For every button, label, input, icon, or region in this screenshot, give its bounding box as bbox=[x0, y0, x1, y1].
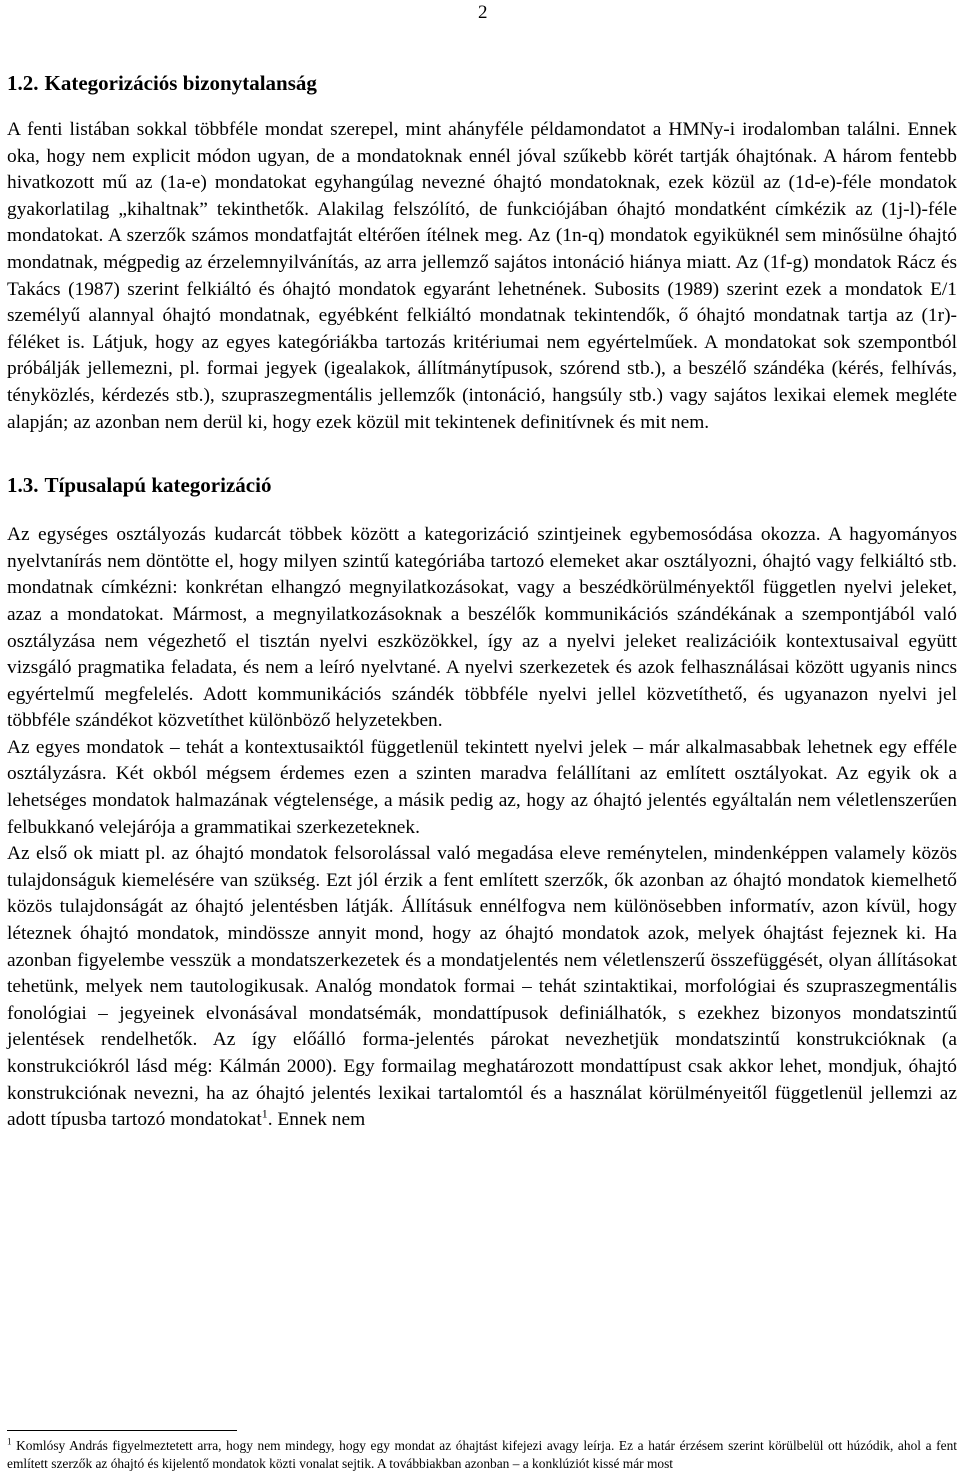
section-heading-1-2 bbox=[7, 68, 957, 98]
section-number: 1.3. bbox=[7, 473, 39, 498]
paragraph: Az egyes mondatok – tehát a kontextusaiktól függetlenül tekintett nyelvi jelek – már alkalmasabbak lehetnek egy efféle osztályzásra. Két okból mégsem érdemes ezen a szinten maradva felállítani az említett osztályokat. Az egyik ok a lehetséges mondatok halmazának végtelensége, a másik pedig az, hogy az óhajtó jelentés egyáltalán nem véletlenszerűen felbukkanó velejárója a grammatikai szerkezeteknek. bbox=[7, 736, 957, 838]
paragraph-with-footnote-ref bbox=[7, 841, 957, 1134]
section-title: Típusalapú kategorizáció bbox=[44, 473, 272, 498]
footnote-marker: 1 bbox=[7, 1436, 12, 1447]
document-body bbox=[7, 68, 957, 1134]
section-heading-1-3 bbox=[7, 470, 957, 500]
page-number: 2 bbox=[478, 2, 488, 23]
paragraph-text: Az első ok miatt pl. az óhajtó mondatok felsorolással való megadása eleve reménytelen, mindenképpen valamely közös tulajdonságuk kiemelésére van szükség. Ezt jól érzik a fent említett szerzők, ők azonban az óhajtó mondatok kiemelhető közös tulajdonságát az óhajtó jelentésben látják. Állításuk ennélfogva nem különösebben informatív, azon kívül, hogy léteznek óhajtó mondatok, mindössze annyit mond, hogy az óhajtó mondatok azok, melyek óhajtást fejeznek ki. Ha azonban figyelembe vesszük a mondatszerkezetek és a mondatjelentés nem véletlenszerű összefüggését, olyan állításokat tehetünk, melyek nem tautologikusak. Analóg mondatok formai – tehát szintaktikai, morfológiai és szupraszegmentális fonológiai – jegyeinek elvonásával mondatsémák, mondattípusok definiálhatók, s ezekhez bizonyos mondatszintű jelentések rendelhetők. Az így előálló forma-jelentés párokat nevezhetjük mondatszintű konstrukcióknak (a konstrukciókról lásd még: Kálmán 2000). Egy formailag meghatározott mondattípust csak akkor lehet, mondjuk, óhajtó konstrukciónak nevezni, ha az óhajtó jelentés lexikai tartalomtól és a használat körülményeitől függetlenül jellemzi az adott típusba tartozó mondatokat bbox=[7, 843, 957, 1131]
section-title: Kategorizációs bizonytalanság bbox=[44, 71, 317, 95]
paragraph-text-continuation: . Ennek nem bbox=[267, 1109, 366, 1131]
section-number: 1.2. bbox=[7, 71, 39, 95]
footnote-reference[interactable]: 1 bbox=[261, 1106, 268, 1121]
footnote bbox=[7, 1437, 957, 1472]
paragraph: A fenti listában sokkal többféle mondat szerepel, mint ahányféle példamondatot a HMNy-i irodalomban találni. Ennek oka, hogy nem explicit módon ugyan, de a mondatoknak ennél jóval szűkebb körét tartják óhajtónak. A három fentebb hivatkozott mű az (1a-e) mondatokat egyhangúlag nevezné óhajtó mondatoknak, ezek közül az (1d-e)-féle mondatok gyakorlatilag „kihaltnak” tekinthetők. Alakilag felszólító, de funkciójában óhajtó mondatként címkézik az (1j-l)-féle mondatokat. A szerzők számos mondatfajtát eltérően ítélnek meg. Az (1n-q) mondatok egyiküknél sem minősülne óhajtó mondatnak, mégpedig az érzelemnyilvánítás, az arra jellemző sajátos intonáció hiánya miatt. Az (1f-g) mondatok Rácz és Takács (1987) szerint felkiáltó és óhajtó mondatok egyaránt lehetnének. Subosits (1989) szerint ezek a mondatok E/1 személyű alannyal óhajtó mondatnak, egyébként felkiáltó mondatnak tekintendők, ő óhajtó mondatnak tartja az (1r)-féléket is. Látjuk, hogy az egyes kategóriákba tartozás kritériumai nem egyértelműek. A mondatokat sok szempontból próbálják jellemezni, pl. formai jegyek (igealakok, állítmánytípusok, szórend stb.), a beszélő szándéka (kérés, felhívás, tényközlés, kérdezés stb.), szupraszegmentális jellemzők (intonáció, hangsúly stb.) vagy sajátos lexikai elemek megléte alapján; az azonban nem derül ki, hogy ezek közül mit tekintenek definitívnek és mit nem. bbox=[7, 119, 957, 433]
paragraph: Az egységes osztályozás kudarcát többek között a kategorizáció szintjeinek egybemosódása okozza. A hagyományos nyelvtanírás nem döntötte el, hogy milyen szintű kategóriába tartozó elemeket akar osztályozni, óhajtó vagy felkiáltó stb. mondatnak címkézni: konkrétan elhangzó megnyilatkozásokat, vagy a beszédkörülményektől független nyelvi jeleket, azaz a mondatokat. Mármost, a megnyilatkozásoknak a beszélők kommunikációs szándékának a szempontjából való osztályzása nem végezhető el tisztán nyelvi eszközökkel, így az a nyelvi jeleket realizációik kontextusaival együtt vizsgáló pragmatika feladata, és nem a leíró nyelvtané. A nyelvi szerkezetek és azok felhasználásai között ugyanis nincs egyértelmű megfelelés. Adott kommunikációs szándék többféle nyelvi jellel közvetíthető, és ugyanazon nyelvi jel többféle szándékot közvetíthet különböző helyzetekben. bbox=[7, 524, 957, 732]
footnote-text: Komlósy András figyelmeztetett arra, hogy nem mindegy, hogy egy mondat az óhajtást kifejezi avagy leírja. Ez a határ érzésem szerint körülbelül ott húzódik, ahol a fent említett szerzők az óhajtó és kijelentő mondatok közti vonalat sejtik. A továbbiakban azonban – a konklúziót kissé már most bbox=[7, 1438, 957, 1471]
footnote-separator bbox=[7, 1430, 237, 1431]
